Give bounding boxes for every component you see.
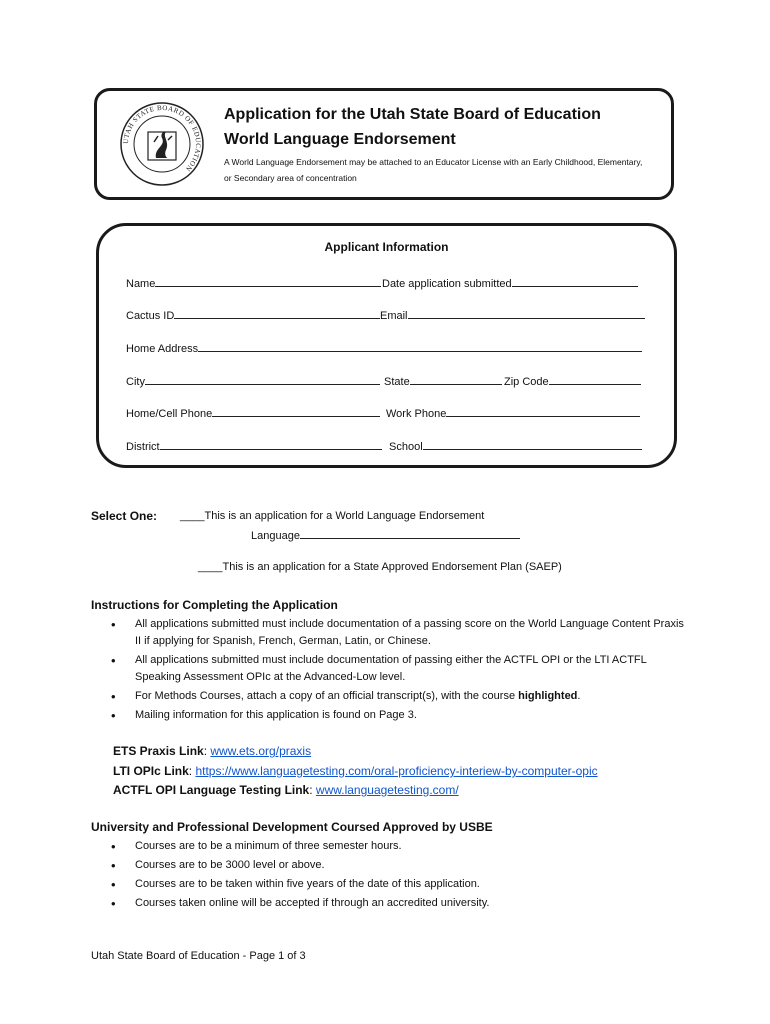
work-phone-field[interactable] [386,405,640,420]
option-wle[interactable] [180,510,484,522]
school-label: School [389,441,423,453]
cactus-line[interactable] [174,307,380,319]
lti-link-line: LTI OPIc Link: https://www.languagetesting.com/oral-proficiency-interiew-by-computer-opic [113,764,598,778]
instructions-heading: Instructions for Completing the Application [91,598,338,612]
language-field[interactable] [251,527,520,542]
school-field[interactable] [389,438,642,453]
lti-opic-link[interactable]: https://www.languagetesting.com/oral-proficiency-interiew-by-computer-opic [195,764,598,778]
home-phone-label: Home/Cell Phone [126,408,213,420]
header-description: A World Language Endorsement may be attached to an Educator License with an Early Childhood, Elementary, or Secondary area of concentration [224,157,643,183]
zip-label: Zip Code [504,376,549,388]
list-item: • Courses taken online will be accepted if through an accredited university. [110,895,690,912]
list-item: • Mailing information for this application is found on Page 3. [110,707,690,724]
email-line[interactable] [408,307,645,319]
select-one-label: Select One: [91,509,158,523]
option-saep[interactable] [198,561,562,573]
page-subtitle: World Language Endorsement [224,131,456,148]
svg-text:UTAH STATE BOARD OF EDUCATION: UTAH STATE BOARD OF EDUCATION [121,103,203,173]
actfl-link-line: ACTFL OPI Language Testing Link: www.languagetesting.com/ [113,783,459,797]
date-line[interactable] [512,275,638,287]
address-field[interactable] [126,340,642,355]
language-line[interactable] [300,527,520,539]
language-label: Language [251,530,300,542]
ets-praxis-link[interactable]: www.ets.org/praxis [210,744,312,758]
state-line[interactable] [410,373,502,385]
date-field[interactable] [382,275,638,290]
home-phone-line[interactable] [212,405,380,417]
list-item: • All applications submitted must include documentation of passing either the ACTFL OPI or the LTI ACTFL Speaking Assessment OPIc at the Advanced-Low level. [110,652,690,686]
courses-list [110,838,690,914]
page-title: Application for the Utah State Board of Education [224,106,601,123]
zip-field[interactable] [504,373,641,388]
cactus-label: Cactus ID [126,310,175,322]
state-board-seal-icon [118,102,206,186]
option-wle-blank[interactable]: ____ [180,510,205,522]
cactus-field[interactable] [126,307,380,322]
name-line[interactable] [155,275,381,287]
option-saep-label: This is an application for a State Approved Endorsement Plan (SAEP) [222,561,562,573]
list-item: • All applications submitted must include documentation of a passing score on the World Language Content Praxis II if applying for Spanish, French, German, Latin, or Chinese. [110,616,690,650]
list-item: • Courses are to be a minimum of three semester hours. [110,838,690,855]
address-line[interactable] [198,340,642,352]
city-field[interactable] [126,373,380,388]
option-saep-blank[interactable]: ____ [198,561,223,573]
district-field[interactable] [126,438,382,453]
city-line[interactable] [145,373,380,385]
work-phone-line[interactable] [446,405,640,417]
name-field[interactable] [126,275,381,290]
city-label: City [126,376,145,388]
list-item: • Courses are to be taken within five years of the date of this application. [110,876,690,893]
applicant-heading: Applicant Information [324,240,449,254]
school-line[interactable] [423,438,642,450]
ets-link-line: ETS Praxis Link: www.ets.org/praxis [113,744,312,758]
actfl-opi-link[interactable]: www.languagetesting.com/ [315,783,459,797]
district-line[interactable] [160,438,382,450]
zip-line[interactable] [549,373,641,385]
name-label: Name [126,278,156,290]
state-field[interactable] [384,373,502,388]
page-footer: Utah State Board of Education - Page 1 of 3 [91,950,306,962]
state-label: State [384,376,410,388]
work-phone-label: Work Phone [386,408,447,420]
district-label: District [126,441,160,453]
option-wle-label: This is an application for a World Language Endorsement [204,510,485,522]
courses-heading: University and Professional Development Coursed Approved by USBE [91,820,493,834]
list-item: • For Methods Courses, attach a copy of an official transcript(s), with the course highlighted. [110,688,690,705]
home-phone-field[interactable] [126,405,380,420]
email-label: Email [380,310,408,322]
list-item: • Courses are to be 3000 level or above. [110,857,690,874]
date-label: Date application submitted [382,278,512,290]
email-field[interactable] [380,307,645,322]
instructions-list [110,616,690,726]
address-label: Home Address [126,343,199,355]
